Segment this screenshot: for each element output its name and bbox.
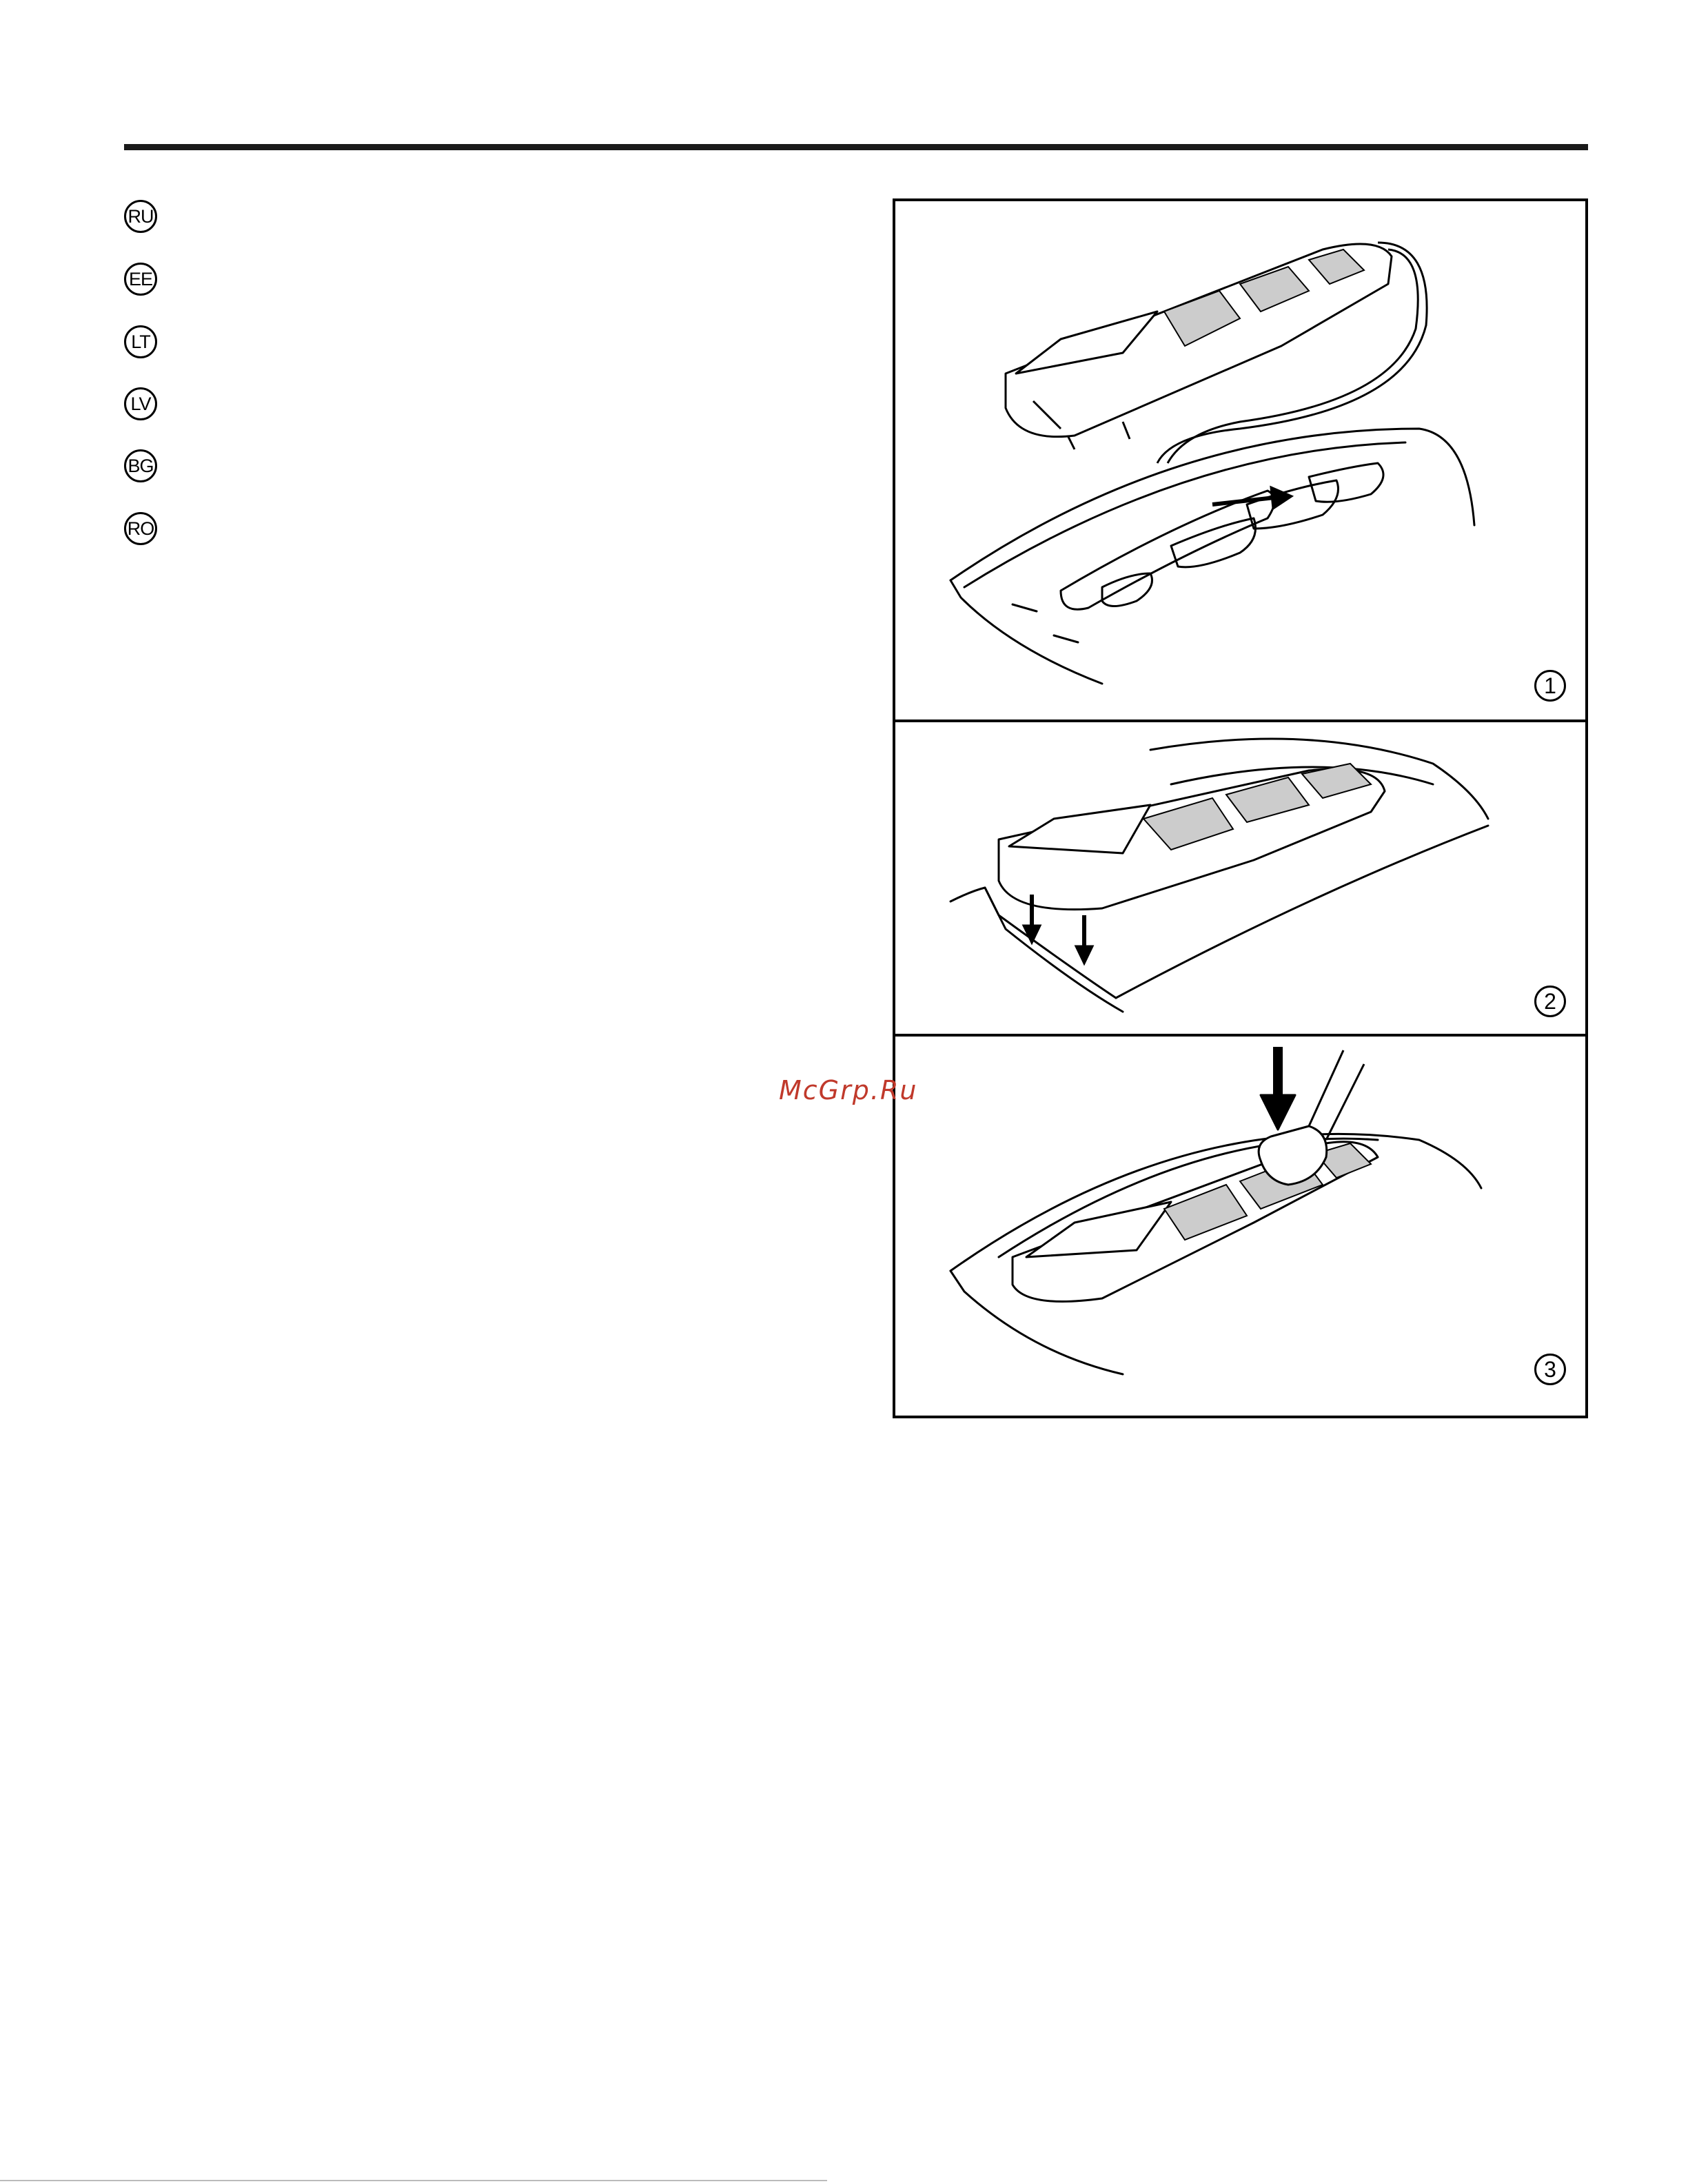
header-rule <box>124 144 1588 150</box>
language-badge-lv: LV <box>124 387 157 420</box>
step-2-panel <box>895 722 1585 1034</box>
instruction-figure <box>893 198 1588 1418</box>
language-badge-ro: RO <box>124 512 157 545</box>
step-1-panel <box>895 201 1585 720</box>
watermark: McGrp.Ru <box>779 1075 918 1105</box>
step-3-number: 3 <box>1534 1354 1566 1385</box>
language-badge-lt: LT <box>124 325 157 358</box>
step-3-panel <box>895 1037 1585 1416</box>
filter-press-illustration <box>895 1037 1585 1416</box>
step-1-number: 1 <box>1534 670 1566 702</box>
language-badge-ee: EE <box>124 263 157 296</box>
filter-removal-illustration <box>895 201 1585 720</box>
language-badge-ru: RU <box>124 200 157 233</box>
bottom-hairline <box>0 2180 827 2181</box>
filter-insertion-illustration <box>895 722 1585 1034</box>
language-badge-bg: BG <box>124 449 157 482</box>
step-2-number: 2 <box>1534 986 1566 1017</box>
